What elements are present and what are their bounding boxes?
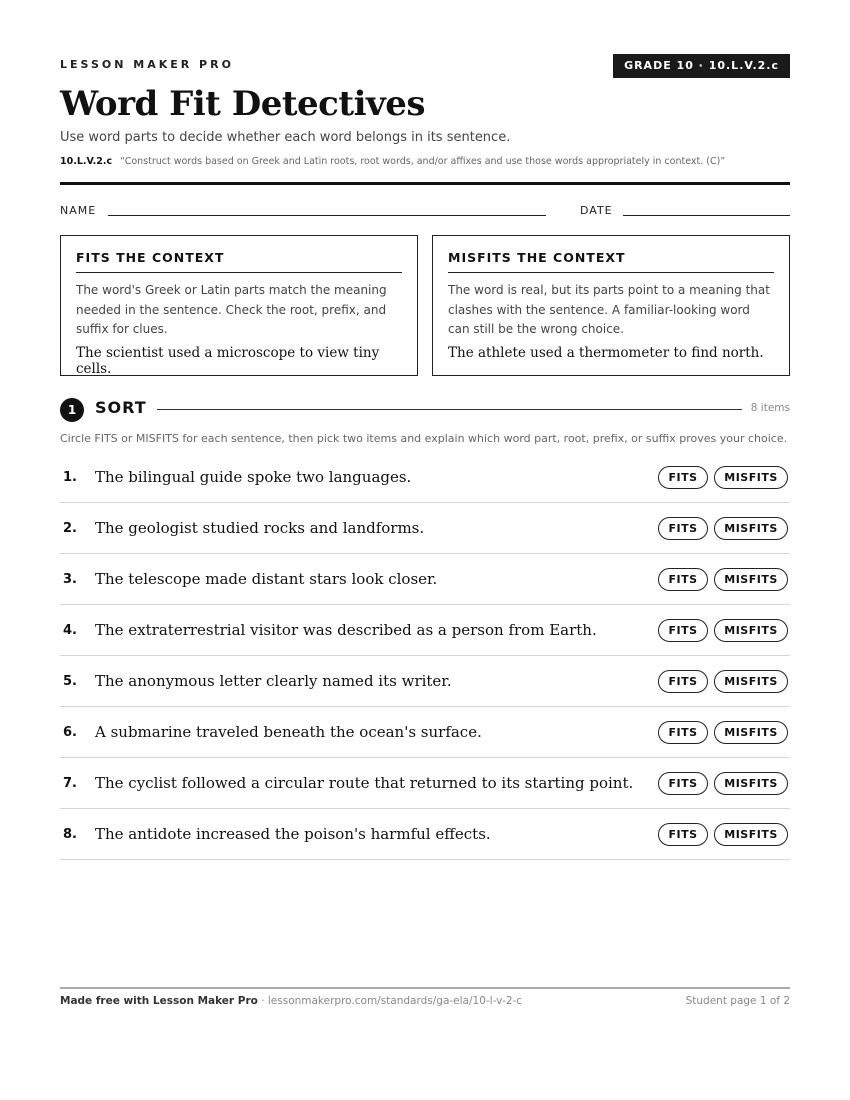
fits-choice[interactable]: FITS [658, 772, 708, 795]
misfits-definition-box [432, 235, 790, 376]
fits-example: The scientist used a microscope to view tiny cells. [76, 344, 380, 377]
list-item [60, 707, 790, 758]
standard-line [60, 156, 790, 167]
item-number: 6. [63, 725, 77, 740]
grade-badge: GRADE 10 · 10.L.V.2.c [613, 54, 790, 78]
fits-choice[interactable]: FITS [658, 466, 708, 489]
item-sentence: The bilingual guide spoke two languages. [95, 468, 412, 486]
standard-text: “Construct words based on Greek and Latin roots, root words, and/or affixes and use those words appropriately in context. (C)” [120, 156, 726, 167]
list-item [60, 809, 790, 860]
item-number: 8. [63, 827, 77, 842]
footer-credit [60, 995, 522, 1007]
item-sentence: A submarine traveled beneath the ocean's surface. [95, 723, 482, 741]
fits-definition-text: The word's Greek or Latin parts match the meaning needed in the sentence. Check the root, prefix, and suffix for clues. [76, 283, 387, 336]
list-item [60, 503, 790, 554]
date-label: DATE [580, 204, 613, 217]
misfits-definition-title: MISFITS THE CONTEXT [448, 250, 774, 273]
page-indicator: Student page 1 of 2 [685, 995, 790, 1007]
item-count: 8 items [750, 402, 790, 414]
item-number: 2. [63, 521, 77, 536]
date-field[interactable] [623, 215, 790, 216]
misfits-choice[interactable]: MISFITS [714, 670, 788, 693]
item-sentence: The telescope made distant stars look closer. [95, 570, 438, 588]
fits-choice[interactable]: FITS [658, 721, 708, 744]
fits-choice[interactable]: FITS [658, 568, 708, 591]
page-subtitle: Use word parts to decide whether each word belongs in its sentence. [60, 130, 511, 145]
footer-url: · lessonmakerpro.com/standards/ga-ela/10-l-v-2-c [257, 995, 523, 1007]
misfits-choice[interactable]: MISFITS [714, 823, 788, 846]
footer-divider [60, 987, 790, 989]
worksheet-page [60, 0, 790, 1100]
item-sentence: The anonymous letter clearly named its writer. [95, 672, 452, 690]
list-item [60, 656, 790, 707]
misfits-choice[interactable]: MISFITS [714, 772, 788, 795]
brand-name: LESSON MAKER PRO [60, 58, 234, 71]
section-header [60, 396, 790, 422]
standard-code: 10.L.V.2.c [60, 156, 113, 167]
misfits-choice[interactable]: MISFITS [714, 517, 788, 540]
misfits-example: The athlete used a thermometer to find north. [448, 344, 764, 361]
misfits-choice[interactable]: MISFITS [714, 721, 788, 744]
instructions: Circle FITS or MISFITS for each sentence, then pick two items and explain which word part, root, prefix, or suffix proves your choice. [60, 432, 788, 445]
page-title: Word Fit Detectives [60, 84, 426, 124]
list-item [60, 605, 790, 656]
footer-made-with: Made free with Lesson Maker Pro [60, 995, 258, 1007]
section-divider [157, 409, 742, 410]
item-list [60, 452, 790, 860]
header-divider [60, 182, 790, 185]
fits-choice[interactable]: FITS [658, 619, 708, 642]
misfits-choice[interactable]: MISFITS [714, 466, 788, 489]
list-item [60, 554, 790, 605]
item-sentence: The cyclist followed a circular route that returned to its starting point. [95, 774, 634, 792]
fits-choice[interactable]: FITS [658, 823, 708, 846]
item-sentence: The extraterrestrial visitor was described as a person from Earth. [95, 621, 597, 639]
fits-choice[interactable]: FITS [658, 517, 708, 540]
item-sentence: The geologist studied rocks and landforms. [95, 519, 425, 537]
name-field[interactable] [108, 215, 546, 216]
misfits-choice[interactable]: MISFITS [714, 568, 788, 591]
misfits-choice[interactable]: MISFITS [714, 619, 788, 642]
item-number: 7. [63, 776, 77, 791]
item-number: 5. [63, 674, 77, 689]
section-number: 1 [60, 398, 84, 422]
misfits-definition-text: The word is real, but its parts point to a meaning that clashes with the sentence. A familiar-looking word can still be the wrong choice. [448, 283, 770, 336]
fits-definition-title: FITS THE CONTEXT [76, 250, 402, 273]
fits-choice[interactable]: FITS [658, 670, 708, 693]
list-item [60, 452, 790, 503]
item-sentence: The antidote increased the poison's harmful effects. [95, 825, 491, 843]
list-item [60, 758, 790, 809]
item-number: 4. [63, 623, 77, 638]
name-label: NAME [60, 204, 97, 217]
item-number: 1. [63, 470, 77, 485]
item-number: 3. [63, 572, 77, 587]
section-title: SORT [95, 398, 147, 417]
fits-definition-box [60, 235, 418, 376]
